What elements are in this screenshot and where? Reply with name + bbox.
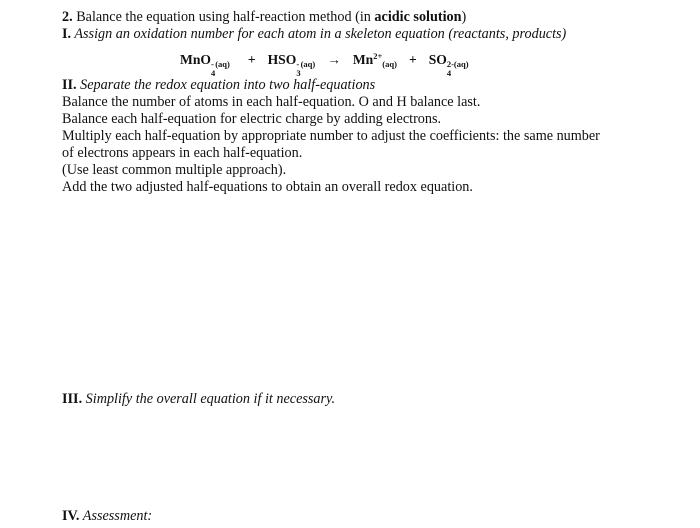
step-1-text: Assign an oxidation number for each atom in a skeleton equation (reactants, products)	[71, 26, 567, 42]
reaction-arrow: →	[327, 52, 341, 67]
step-2-line-2: Balance each half-equation for electric charge by adding electrons.	[62, 111, 442, 127]
question-heading	[62, 9, 466, 26]
step-3	[62, 391, 335, 408]
step-4-numeral: IV.	[62, 508, 80, 524]
step-4-text: Assessment:	[79, 508, 153, 524]
step-4	[62, 508, 152, 525]
question-close: )	[461, 9, 467, 25]
step-2-title: Separate the redox equation into two half-equations	[76, 77, 376, 93]
step-3-text: Simplify the overall equation if it necessary.	[82, 391, 336, 407]
step-1-numeral: I.	[62, 26, 72, 42]
question-number: 2.	[62, 9, 73, 25]
reactant-permanganate: MnO - 4 $_{(aq)}$	[180, 52, 230, 78]
skeleton-equation	[180, 52, 560, 78]
step-2-line-5: (Use least common multiple approach).	[62, 162, 287, 178]
step-2-heading	[62, 77, 375, 94]
plus-sign-2: +	[408, 52, 417, 67]
step-1	[62, 26, 566, 43]
step-2-line-1: Balance the number of atoms in each half-equation. O and H balance last.	[62, 94, 481, 110]
product-manganese-ion: $Mn^{2+}_{(aq)}$	[352, 51, 397, 69]
question-text: Balance the equation using half-reaction method (in	[72, 9, 375, 25]
question-condition: acidic solution	[374, 9, 462, 25]
product-sulfate: SO 2- 4 $_{(aq)}$	[428, 52, 469, 78]
step-2-line-3: Multiply each half-equation by appropriate number to adjust the coefficients: the same number	[62, 128, 600, 144]
reactant-bisulfite: HSO - 3 $_{(aq)}$	[267, 52, 316, 78]
step-2-line-4: of electrons appears in each half-equation.	[62, 145, 303, 161]
step-2-numeral: II.	[62, 77, 77, 93]
step-3-numeral: III.	[62, 391, 83, 407]
step-2-line-6: Add the two adjusted half-equations to obtain an overall redox equation.	[62, 179, 473, 195]
plus-sign-1: +	[247, 52, 256, 67]
